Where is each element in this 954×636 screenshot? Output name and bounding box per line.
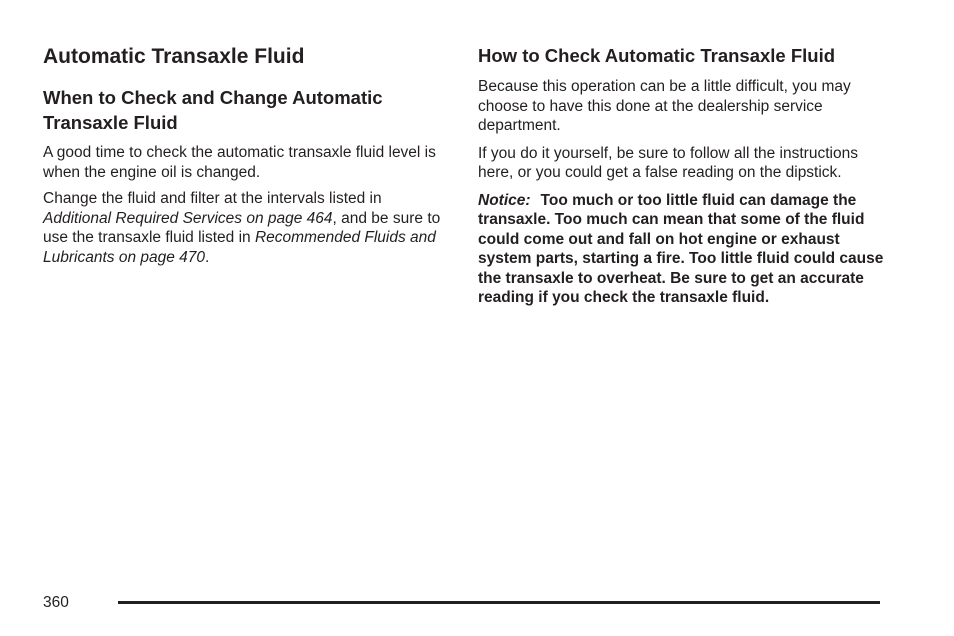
section-title: Automatic Transaxle Fluid xyxy=(43,45,305,68)
change-interval-paragraph xyxy=(43,189,443,267)
change-interval-end: . xyxy=(205,248,210,266)
notice-block xyxy=(478,191,888,308)
notice-label: Notice: xyxy=(478,191,531,209)
additional-services-reference[interactable]: Additional Required Services on page 464 xyxy=(43,209,333,227)
check-timing-paragraph: A good time to check the automatic transaxle fluid level is when the engine oil is changed. xyxy=(43,144,436,181)
footer-rule xyxy=(118,601,880,604)
self-service-paragraph: If you do it yourself, be sure to follow all the instructions here, or you could get a false reading on the dipstick. xyxy=(478,144,858,181)
change-interval-middle: , and be sure to use the transaxle fluid listed in xyxy=(43,209,441,246)
right-column xyxy=(478,44,888,316)
when-to-check-heading: When to Check and Change Automatic Transaxle Fluid xyxy=(43,87,383,133)
how-to-check-heading: How to Check Automatic Transaxle Fluid xyxy=(478,45,836,66)
page-number: 360 xyxy=(43,594,69,611)
difficulty-paragraph: Because this operation can be a little difficult, you may choose to have this done at the dealership service department. xyxy=(478,78,851,134)
change-interval-intro: Change the fluid and filter at the intervals listed in xyxy=(43,190,382,207)
notice-text: Too much or too little fluid can damage the transaxle. Too much can mean that some of the fluid could come out and fall on hot engine or exhaust system parts, starting a fire. Too little fluid could cause the transaxle to overheat. Be sure to get an accurate reading if you check the transaxle fluid. xyxy=(478,191,884,306)
recommended-fluids-reference[interactable]: Recommended Fluids and Lubricants on page 470 xyxy=(43,229,436,266)
left-column xyxy=(43,44,443,274)
